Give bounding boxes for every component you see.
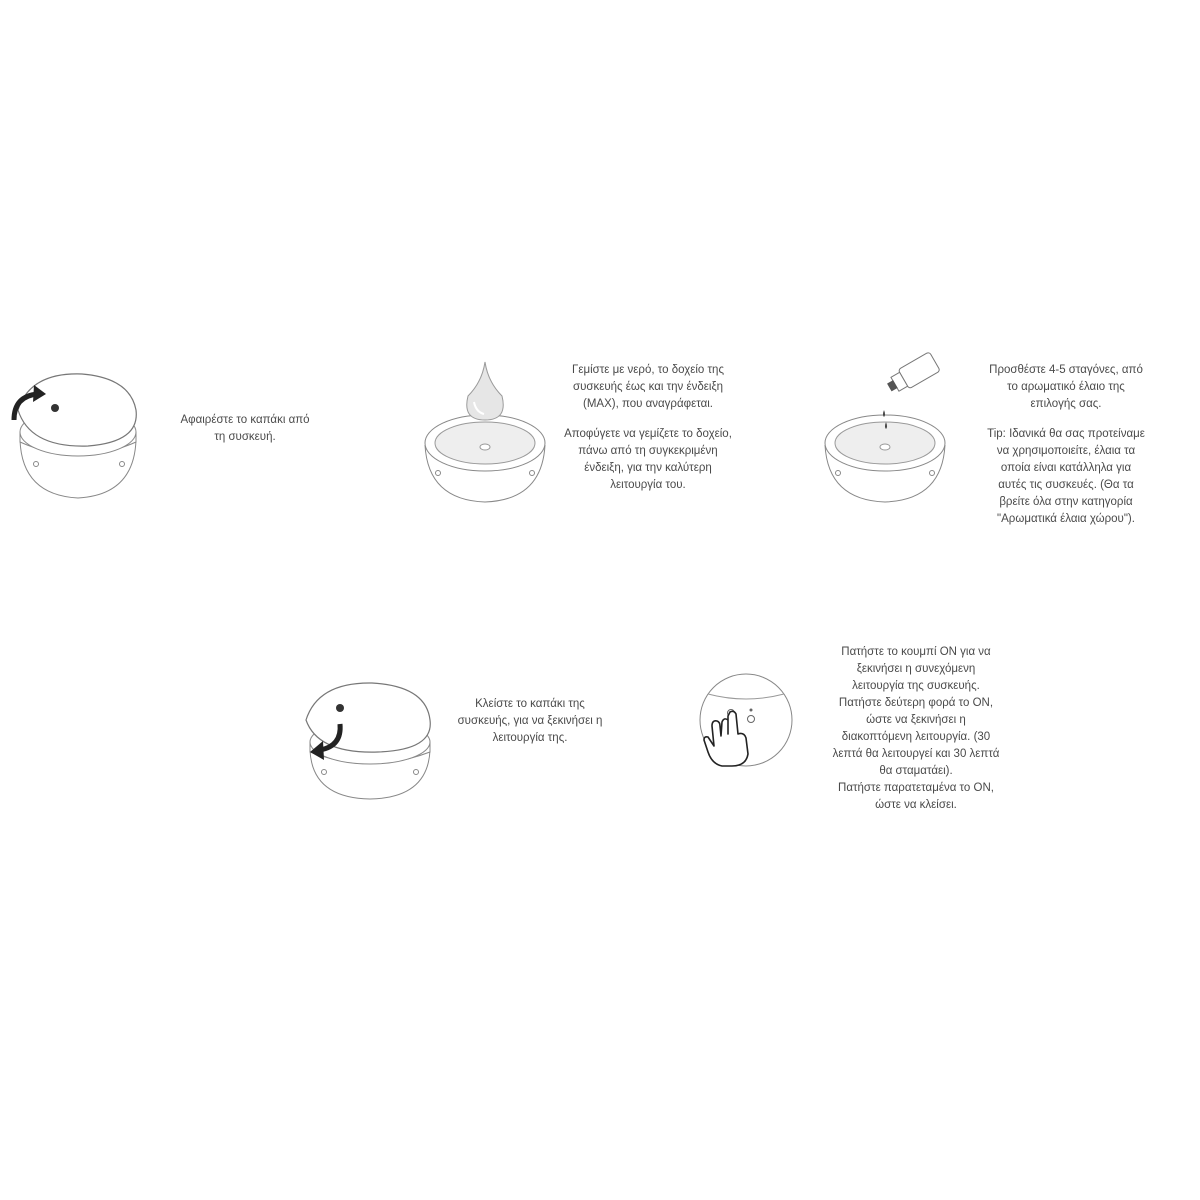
- step-3-paragraph-2: Tip: Ιδανικά θα σας προτείναμε να χρησιμοποιείτε, έλαια τα οποία είναι κατάλληλα για αυτές τις συσκευές. (Θα τα βρείτε όλα στην κατηγορία "Αρωματικά έλαια χώρου").: [987, 428, 1145, 525]
- oil-bottle-icon: [875, 350, 945, 400]
- step-3-paragraph-1: Προσθέστε 4-5 σταγόνες, από το αρωματικό έλαιο της επιλογής σας.: [989, 364, 1143, 410]
- step-5-paragraph: Πατήστε το κουμπί ON για να ξεκινήσει η συνεχόμενη λειτουργία της συσκευής. Πατήστε δεύτερη φορά το ON, ώστε να ξεκινήσει η διακοπτόμενη λειτουργία. (30 λεπτά θα λειτουργεί και 30 λεπτά θα σταματάει). Πατήστε παρατεταμένα το ON, ώστε να κλείσει.: [832, 646, 1000, 811]
- step-5-text: [820, 644, 1012, 814]
- step-1-paragraph: Αφαιρέστε το καπάκι από τη συσκευή.: [180, 414, 310, 443]
- curved-arrow-down-icon: [306, 722, 346, 762]
- step-3-text: [968, 362, 1164, 528]
- step-4-text: [440, 696, 620, 747]
- step-4-paragraph: Κλείστε το καπάκι της συσκευής, για να ξεκινήσει η λειτουργία της.: [457, 698, 603, 744]
- step-2-paragraph-1: Γεμίστε με νερό, το δοχείο της συσκευής έως και την ένδειξη (MAX), που αναγράφεται.: [571, 364, 724, 410]
- step-2-paragraph-2: Αποφύγετε να γεμίζετε το δοχείο, πάνω από τη συγκεκριμένη ένδειξη, για την καλύτερη λειτουργία του.: [564, 428, 732, 491]
- water-drop-icon: [462, 360, 508, 422]
- curved-arrow-up-icon: [8, 382, 48, 422]
- pointing-hand-icon: [700, 706, 752, 768]
- step-2-text: [548, 362, 748, 494]
- step-1-text: [160, 412, 330, 446]
